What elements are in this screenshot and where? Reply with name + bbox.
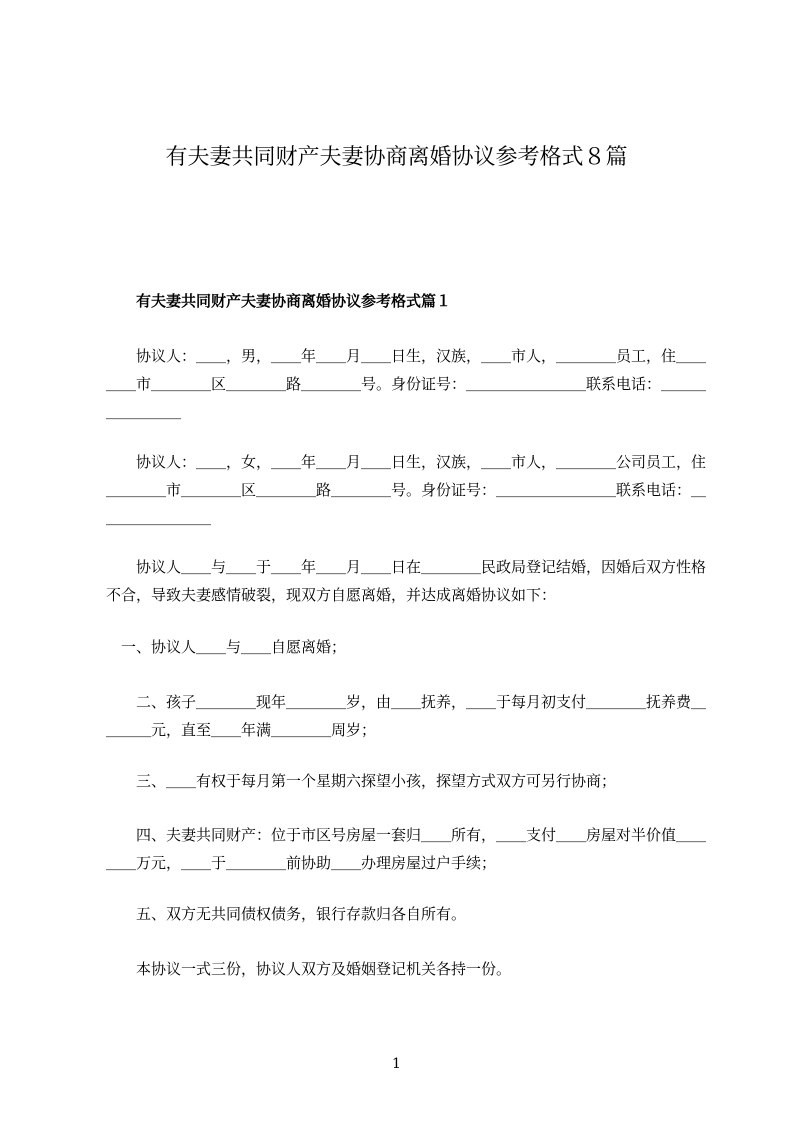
clause-four: 四、夫妻共同财产：位于市区号房屋一套归＿＿所有，＿＿支付＿＿房屋对半价值＿＿＿＿万元，＿＿于＿＿＿＿前协助＿＿办理房屋过户手续；: [106, 826, 707, 872]
clause-three: 三、＿＿有权于每月第一个星期六探望小孩，探望方式双方可另行协商；: [106, 772, 617, 790]
document-title: 有夫妻共同财产夫妻协商离婚协议参考格式８篇: [165, 145, 628, 170]
party-one-paragraph: 协议人：＿＿，男，＿＿年＿＿月＿＿日生，汉族，＿＿市人，＿＿＿＿员工，住＿＿＿＿市＿＿＿＿区＿＿＿＿路＿＿＿＿号。身份证号：＿＿＿＿＿＿＿＿联系电话：＿＿＿＿＿＿＿＿: [106, 347, 707, 421]
section-heading: 有夫妻共同财产夫妻协商离婚协议参考格式篇１: [136, 292, 452, 310]
party-two-paragraph: 协议人：＿＿，女，＿＿年＿＿月＿＿日生，汉族，＿＿市人，＿＿＿＿公司员工，住＿＿＿＿市＿＿＿＿区＿＿＿＿路＿＿＿＿号。身份证号：＿＿＿＿＿＿＿＿联系电话：＿＿＿＿＿＿＿＿: [106, 453, 707, 527]
copies-statement: 本协议一式三份，协议人双方及婚姻登记机关各持一份。: [106, 960, 512, 978]
clause-two: 二、孩子＿＿＿＿现年＿＿＿＿岁，由＿＿抚养，＿＿于每月初支付＿＿＿＿抚养费＿＿＿＿元，直至＿＿年满＿＿＿＿周岁；: [106, 693, 707, 739]
clause-one: 一、协议人＿＿与＿＿自愿离婚；: [106, 638, 347, 656]
clause-five: 五、双方无共同债权债务，银行存款归各自所有。: [106, 905, 467, 923]
agreement-intro-paragraph: 协议人＿＿与＿＿于＿＿年＿＿月＿＿日在＿＿＿＿民政局登记结婚，因婚后双方性格不合，导致夫妻感情破裂，现双方自愿离婚，并达成离婚协议如下：: [106, 558, 707, 604]
page-number: 1: [392, 1056, 401, 1072]
